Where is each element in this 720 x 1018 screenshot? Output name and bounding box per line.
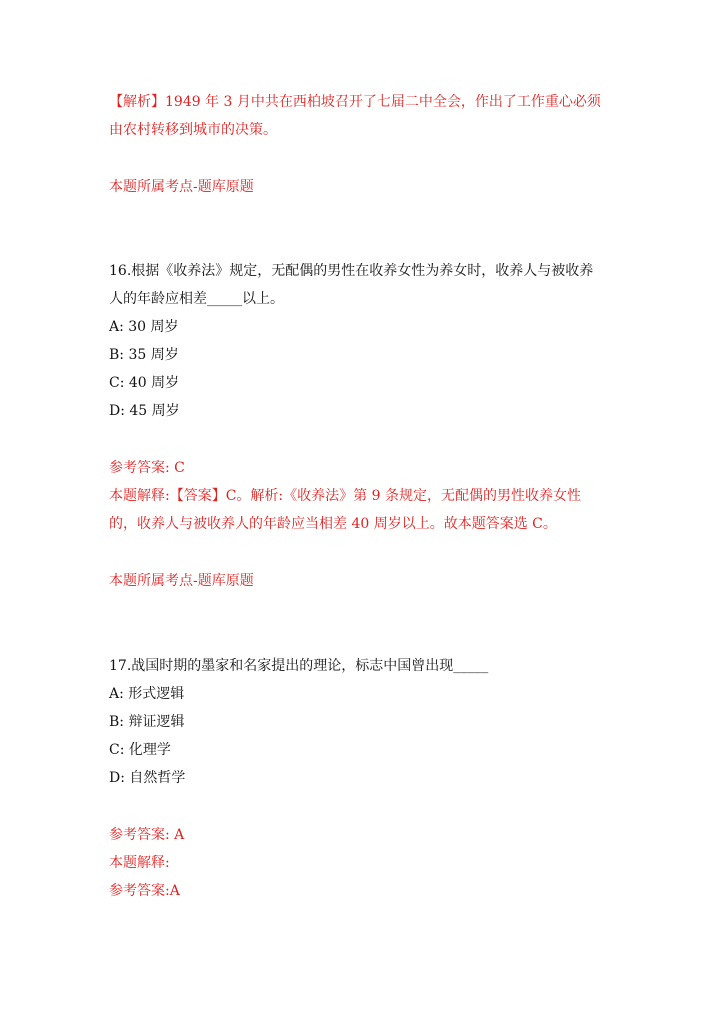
q16-explain-line-1: 本题解释:【答案】C。解析:《收养法》第 9 条规定，无配偶的男性收养女性	[109, 488, 581, 504]
q16-option-c: C: 40 周岁	[109, 375, 180, 391]
q17-option-d: D: 自然哲学	[109, 770, 186, 786]
q17-explain: 本题解释:	[109, 855, 170, 871]
q17-answer: 参考答案: A	[109, 827, 185, 843]
q16-option-b: B: 35 周岁	[109, 347, 179, 363]
q16-option-d: D: 45 周岁	[109, 403, 180, 419]
q17-option-c: C: 化理学	[109, 742, 171, 758]
q17-option-b: B: 辩证逻辑	[109, 714, 185, 730]
q17-answer-2: 参考答案:A	[109, 883, 180, 899]
topic-label-prev: 本题所属考点-题库原题	[109, 179, 254, 195]
q16-explain-line-2: 的，收养人与被收养人的年龄应当相差 40 周岁以上。故本题答案选 C。	[109, 516, 557, 532]
analysis-line-2: 由农村转移到城市的决策。	[109, 122, 277, 138]
q16-option-a: A: 30 周岁	[109, 319, 179, 335]
q16-stem-line-2: 人的年龄应相差_____以上。	[109, 291, 284, 307]
q16-answer: 参考答案: C	[109, 460, 185, 476]
q16-stem-line-1: 16.根据《收养法》规定，无配偶的男性在收养女性为养女时，收养人与被收养	[109, 263, 594, 279]
q17-stem: 17.战国时期的墨家和名家提出的理论，标志中国曾出现_____	[109, 658, 489, 674]
q16-topic-label: 本题所属考点-题库原题	[109, 573, 254, 589]
q17-option-a: A: 形式逻辑	[109, 686, 185, 702]
analysis-line-1: 【解析】1949 年 3 月中共在西柏坡召开了七届二中全会，作出了工作重心必须	[109, 94, 601, 110]
